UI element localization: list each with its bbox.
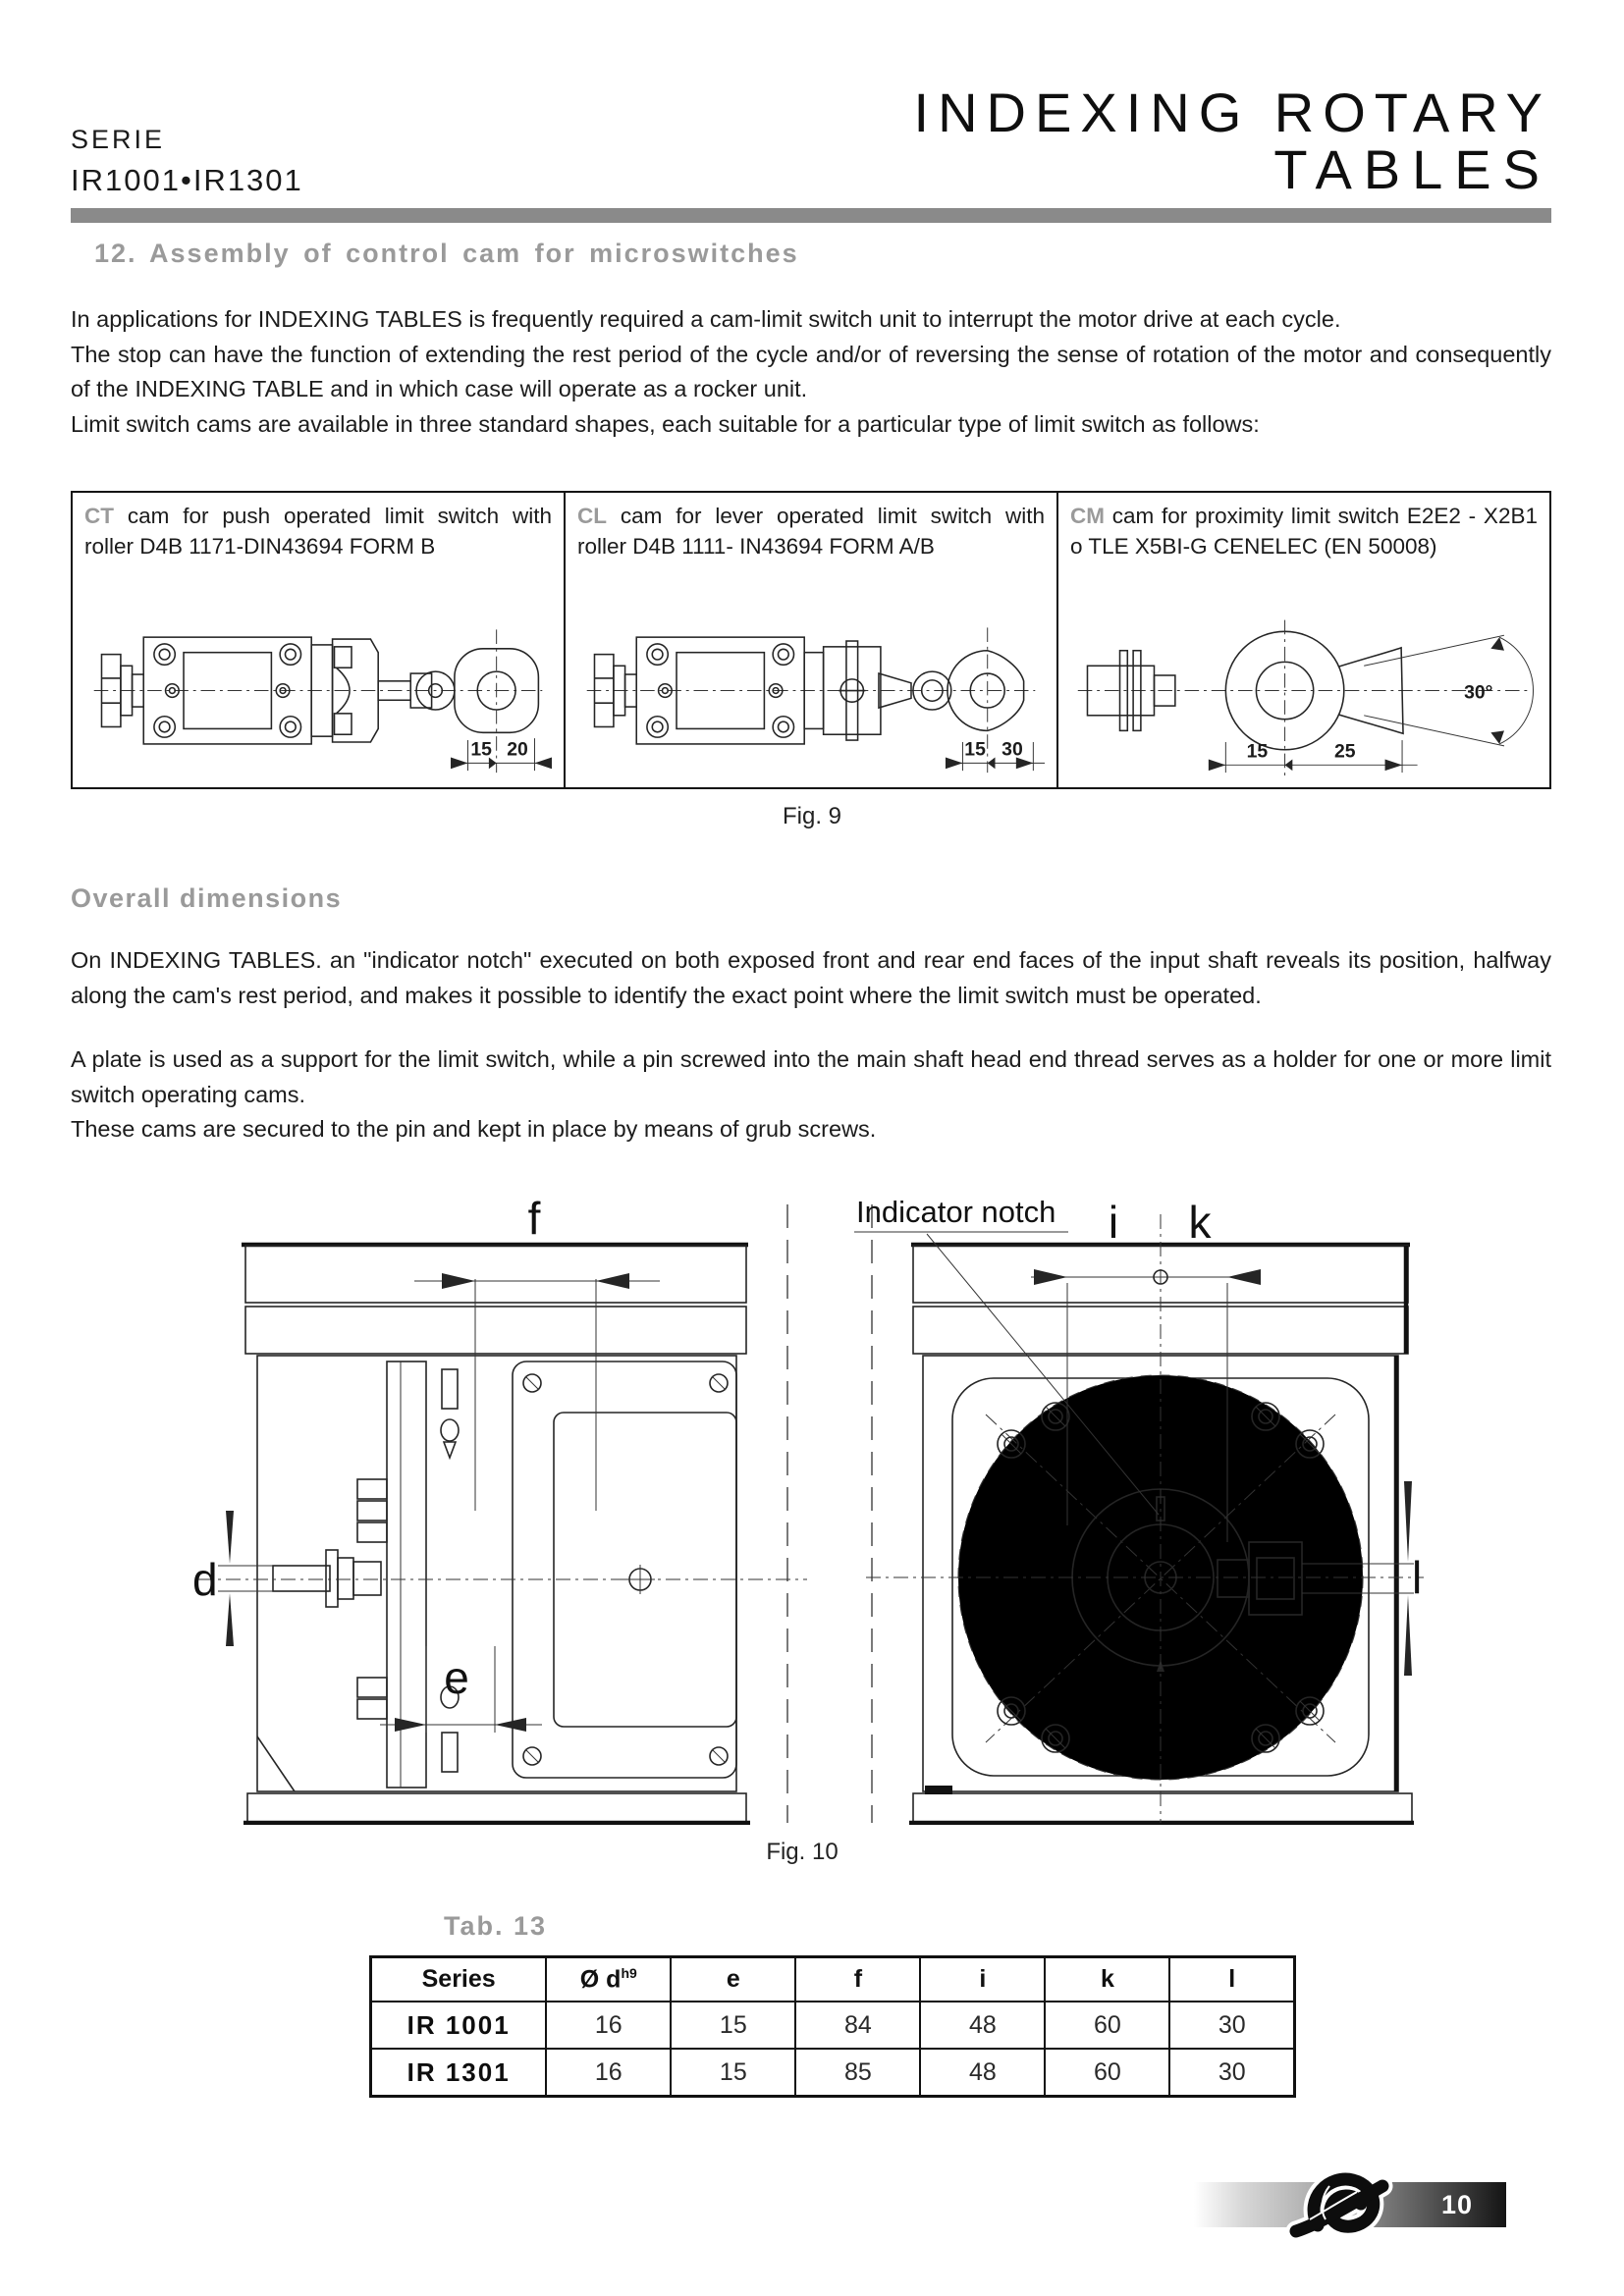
fig9-cm-text: [1070, 501, 1538, 599]
section-title: 12. Assembly of control cam for microswitches: [94, 239, 799, 269]
tab13-header-e: e: [671, 1956, 795, 2002]
tab13-cell-i: 48: [920, 2002, 1045, 2049]
brand-logo-knot-icon: [1280, 2163, 1408, 2247]
ct-cam-drawing: [84, 599, 552, 785]
fig9-cell-ct: [72, 492, 565, 788]
tab13-header-d-sup: h9: [621, 1965, 637, 1982]
overall-dimensions-heading: Overall dimensions: [71, 883, 343, 914]
page-title: [913, 81, 1551, 201]
tab13-cell-series: IR 1001: [371, 2002, 547, 2049]
tab13-header-i: i: [920, 1956, 1045, 2002]
overall-paragraph-3: These cams are secured to the pin and kept in place by means of grub screws.: [71, 1116, 877, 1143]
tab13-header-series: Series: [371, 1956, 547, 2002]
tab13-row-ir1301: [371, 2049, 1295, 2096]
tab13-header-d-text: Ø d: [579, 1965, 622, 1994]
series-block: [71, 125, 303, 198]
page-header: [71, 81, 1551, 201]
fig10-label-f: f: [527, 1192, 541, 1244]
tab13-cell-d: 16: [546, 2049, 671, 2096]
tab13-header-row: [371, 1956, 1295, 2002]
fig9-cl-text: [577, 501, 1045, 599]
cm-dim-15: 15: [1246, 741, 1269, 764]
tab13-cell-k: 60: [1045, 2049, 1169, 2096]
fig10-drawing-wrap: [179, 1187, 1426, 1825]
fig10-overall-dimensions-drawing: [179, 1187, 1426, 1825]
tab13-header-d: [546, 1956, 671, 2002]
page-title-line2: TABLES: [1273, 138, 1551, 201]
cam-code-ct: CT: [84, 504, 114, 529]
cl-dim-30: 30: [1001, 739, 1023, 762]
fig9-cell-cm: [1057, 492, 1550, 788]
series-models: IR1001•IR1301: [71, 163, 303, 198]
fig10-caption: Fig. 10: [766, 1838, 839, 1865]
cam-code-cl: CL: [577, 504, 607, 529]
fig9-cam-table: [71, 491, 1551, 789]
intro-paragraph-1: In applications for INDEXING TABLES is frequently required a cam-limit switch unit to interrupt the motor drive at each cycle.: [71, 306, 1341, 333]
fig10-label-k: k: [1188, 1196, 1212, 1248]
fig9-cm-desc: cam for proximity limit switch E2E2 - X2B1 o TLE X5BI-G CENELEC (EN 50008): [1070, 504, 1538, 560]
ct-dim-15: 15: [470, 739, 492, 762]
header-divider-bar: [71, 208, 1551, 223]
tab13-cell-k: 60: [1045, 2002, 1169, 2049]
tab13-cell-l: 30: [1169, 2049, 1294, 2096]
cam-code-cm: CM: [1070, 504, 1105, 529]
cm-dim-25: 25: [1333, 741, 1356, 764]
tab13-cell-l: 30: [1169, 2002, 1294, 2049]
cm-angle-30deg: 30°: [1464, 681, 1493, 704]
page-title-line1: INDEXING ROTARY: [913, 81, 1551, 143]
fig9-cell-cl: [565, 492, 1057, 788]
overall-paragraph-2: A plate is used as a support for the limit switch, while a pin screwed into the main shaft head end thread serves as a holder for one or more limit switch operating cams.: [71, 1046, 1551, 1107]
tab13-cell-e: 15: [671, 2002, 795, 2049]
tab13-header-l: l: [1169, 1956, 1294, 2002]
fig10-label-i: i: [1108, 1196, 1119, 1248]
fig9-ct-text: [84, 501, 552, 599]
tab13-dimensions-table: [369, 1955, 1296, 2098]
overall-paragraph-1: On INDEXING TABLES. an "indicator notch" executed on both exposed front and rear end faces of the input shaft reveals its position, halfway along the cam's rest period, and makes it possible to identify the exact point where the limit switch must be operated.: [71, 947, 1551, 1008]
tab13-cell-f: 85: [795, 2049, 920, 2096]
cm-cam-drawing: [1070, 599, 1538, 785]
fig10-indicator-notch-label: Indicator notch: [856, 1194, 1056, 1229]
tab13-cell-i: 48: [920, 2049, 1045, 2096]
ct-dim-20: 20: [507, 739, 528, 762]
fig10-label-d: d: [192, 1553, 218, 1605]
fig10-label-l: l: [1412, 1551, 1423, 1603]
tab13-cell-d: 16: [546, 2002, 671, 2049]
tab13-cell-e: 15: [671, 2049, 795, 2096]
page-number: 10: [1440, 2190, 1473, 2219]
tab13-title: Tab. 13: [444, 1910, 548, 1941]
intro-paragraph-2: The stop can have the function of extending the rest period of the cycle and/or of reversing the sense of rotation of the motor and consequently of the INDEXING TABLE and in which case will operate as a rocker unit.: [71, 341, 1551, 402]
tab13-header-f: f: [795, 1956, 920, 2002]
fig9-caption: Fig. 9: [782, 803, 842, 830]
series-label: SERIE: [71, 125, 166, 155]
tab13-cell-f: 84: [795, 2002, 920, 2049]
fig9-cl-desc: cam for lever operated limit switch with roller D4B 1111- IN43694 FORM A/B: [577, 504, 1045, 560]
fig9-ct-desc: cam for push operated limit switch with roller D4B 1171-DIN43694 FORM B: [84, 504, 552, 560]
tab13-row-ir1001: [371, 2002, 1295, 2049]
fig10-label-e: e: [444, 1651, 469, 1703]
cl-cam-drawing: [577, 599, 1045, 785]
tab13-header-k: k: [1045, 1956, 1169, 2002]
tab13-cell-series: IR 1301: [371, 2049, 547, 2096]
footer-bar: [1194, 2182, 1506, 2227]
cl-dim-15: 15: [964, 739, 986, 762]
intro-paragraph-3: Limit switch cams are available in three standard shapes, each suitable for a particular type of limit switch as follows:: [71, 410, 1260, 437]
